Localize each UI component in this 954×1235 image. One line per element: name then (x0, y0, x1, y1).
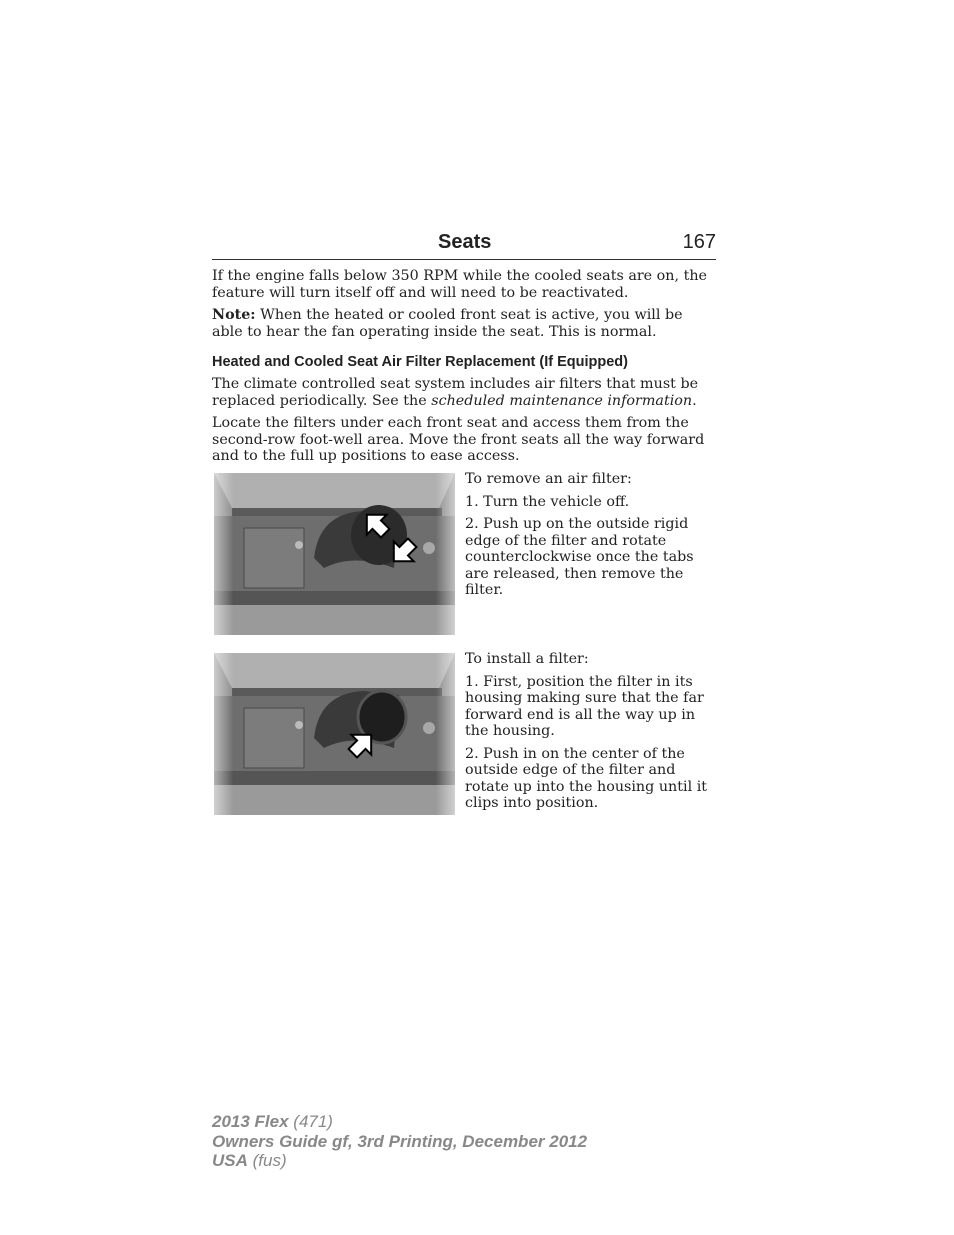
maintenance-reference: scheduled maintenance information (431, 392, 693, 409)
paragraph-text: If the engine falls below 350 RPM while the cooled seats are on, the feature will turn itself off and will need to be reactivated. (212, 268, 708, 301)
note-label: Note: (212, 307, 256, 323)
section-heading: Heated and Cooled Seat Air Filter Replacement (If Equipped) (212, 354, 628, 370)
section-title: Seats (438, 231, 492, 253)
install-intro: To install a filter: (465, 651, 589, 667)
install-step-2: 2. Push in on the center of the outside edge of the filter and rotate up into the housing until it clips into position. (465, 745, 708, 811)
paragraph-text: The climate controlled seat system includes air filters that must be replaced periodically. See the (212, 376, 699, 409)
remove-intro: To remove an air filter: (465, 471, 632, 487)
paragraph-note (212, 307, 716, 340)
page-header (212, 229, 716, 260)
install-step-1: 1. First, position the filter in its housing making sure that the far forward end is all the way up in the housing. (465, 673, 704, 739)
footer-model: 2013 Flex (212, 1112, 289, 1131)
footer-model-code: (471) (288, 1112, 333, 1131)
page-footer (212, 1112, 587, 1171)
paragraph-climate: The climate controlled seat system includes air filters that must be replaced periodically. See the scheduled maintenance information. (212, 376, 699, 409)
footer-guide: Owners Guide gf, 3rd Printing, December 2012 (212, 1131, 588, 1151)
remove-step-1: 1. Turn the vehicle off. (465, 493, 630, 510)
note-text: When the heated or cooled front seat is active, you will be able to hear the fan operating inside the seat. This is normal. (212, 307, 683, 340)
footer-region: USA (212, 1151, 248, 1170)
install-instructions (465, 651, 719, 818)
remove-instructions (465, 471, 719, 605)
paragraph-text: Locate the filters under each front seat and access them from the second-row foot-well area. Move the front seats all the way forward and to the full up positions to ease access. (212, 415, 705, 464)
remove-filter-illustration (214, 473, 455, 635)
remove-step-2: 2. Push up on the outside rigid edge of the filter and rotate counterclockwise once the tabs are released, then remove the filter. (465, 516, 694, 598)
paragraph-rpm (212, 268, 716, 301)
page-number: 167 (682, 231, 716, 253)
footer-region-code: (fus) (247, 1151, 287, 1170)
install-filter-illustration (214, 653, 455, 815)
paragraph-locate (212, 415, 716, 465)
